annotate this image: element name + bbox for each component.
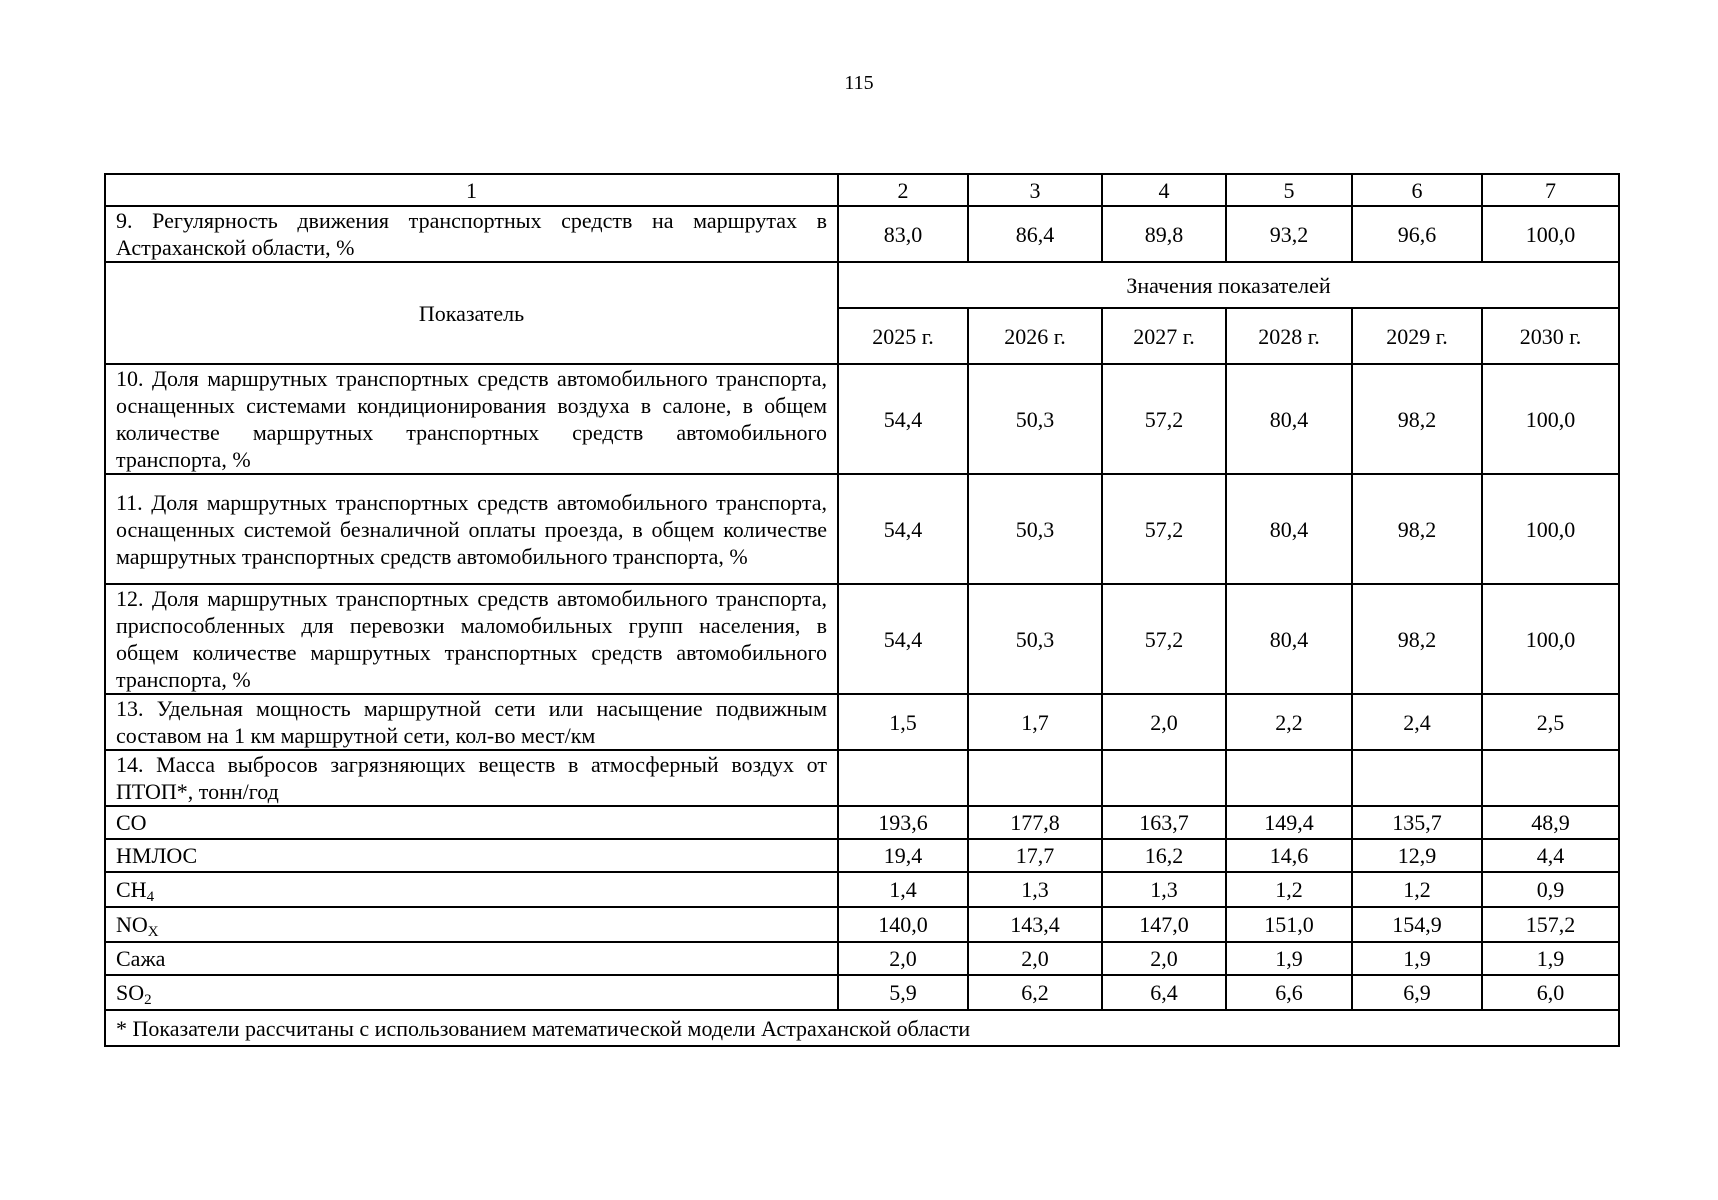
value-cell: 80,4 [1226,364,1352,474]
year-header: 2029 г. [1352,308,1482,364]
value-cell: 1,9 [1352,942,1482,975]
value-cell: 1,4 [838,872,968,907]
pollutant-name: Сажа [105,942,838,975]
empty-cell [1102,750,1226,806]
indicators-table [104,173,1620,1047]
pollutant-row [105,907,1619,942]
value-cell: 6,0 [1482,975,1619,1010]
value-cell: 57,2 [1102,584,1226,694]
table-row [105,206,1619,262]
value-cell: 2,0 [968,942,1102,975]
value-cell: 50,3 [968,364,1102,474]
column-number: 3 [968,174,1102,206]
value-cell: 1,2 [1226,872,1352,907]
value-cell: 57,2 [1102,364,1226,474]
value-cell: 96,6 [1352,206,1482,262]
value-cell: 4,4 [1482,839,1619,872]
value-cell: 157,2 [1482,907,1619,942]
value-cell: 2,0 [1102,694,1226,750]
column-numbers-row [105,174,1619,206]
value-cell: 1,2 [1352,872,1482,907]
value-cell: 54,4 [838,584,968,694]
value-cell: 1,9 [1226,942,1352,975]
column-number: 6 [1352,174,1482,206]
value-cell: 16,2 [1102,839,1226,872]
year-header: 2025 г. [838,308,968,364]
value-cell: 147,0 [1102,907,1226,942]
table-row [105,364,1619,474]
value-cell: 151,0 [1226,907,1352,942]
empty-cell [838,750,968,806]
value-cell: 93,2 [1226,206,1352,262]
column-number: 5 [1226,174,1352,206]
pollutant-name: $NO_X$ [105,907,838,942]
value-cell: 1,3 [1102,872,1226,907]
value-cell: 154,9 [1352,907,1482,942]
value-cell: 80,4 [1226,474,1352,584]
pollutant-row [105,806,1619,839]
empty-cell [968,750,1102,806]
value-cell: 14,6 [1226,839,1352,872]
header-row [105,262,1619,308]
value-cell: 17,7 [968,839,1102,872]
pollutant-name: $CH_4$ [105,872,838,907]
table-row [105,474,1619,584]
value-cell: 140,0 [838,907,968,942]
value-cell: 1,9 [1482,942,1619,975]
indicator-label: 13. Удельная мощность маршрутной сети или насыщение подвижным составом на 1 км маршрутной сети, кол-во мест/км [105,694,838,750]
column-number: 7 [1482,174,1619,206]
value-cell: 149,4 [1226,806,1352,839]
value-cell: 6,9 [1352,975,1482,1010]
value-cell: 86,4 [968,206,1102,262]
indicator-label: 9. Регулярность движения транспортных средств на маршрутах в Астраханской области, % [105,206,838,262]
value-cell: 6,2 [968,975,1102,1010]
pollutant-row [105,872,1619,907]
value-cell: 100,0 [1482,584,1619,694]
value-cell: 193,6 [838,806,968,839]
indicator-label: 12. Доля маршрутных транспортных средств автомобильного транспорта, приспособленных для перевозки маломобильных групп населения, в общем количестве маршрутных транспортных средств автомобильного транспорта, % [105,584,838,694]
value-cell: 98,2 [1352,474,1482,584]
value-cell: 143,4 [968,907,1102,942]
value-cell: 177,8 [968,806,1102,839]
pollutant-row [105,942,1619,975]
value-cell: 2,0 [1102,942,1226,975]
value-cell: 48,9 [1482,806,1619,839]
indicator-label: 10. Доля маршрутных транспортных средств автомобильного транспорта, оснащенных системами кондиционирования воздуха в салоне, в общем количестве маршрутных транспортных средств автомобильного транспорта, % [105,364,838,474]
pollutant-name: CO [105,806,838,839]
year-header: 2030 г. [1482,308,1619,364]
value-cell: 98,2 [1352,364,1482,474]
value-cell: 19,4 [838,839,968,872]
indicator-header: Показатель [105,262,838,364]
year-header: 2026 г. [968,308,1102,364]
value-cell: 98,2 [1352,584,1482,694]
value-cell: 5,9 [838,975,968,1010]
value-cell: 50,3 [968,584,1102,694]
value-cell: 2,2 [1226,694,1352,750]
footnote-row [105,1010,1619,1046]
values-group-header: Значения показателей [838,262,1619,308]
value-cell: 50,3 [968,474,1102,584]
value-cell: 89,8 [1102,206,1226,262]
value-cell: 100,0 [1482,364,1619,474]
pollutant-row [105,975,1619,1010]
pollutant-row [105,839,1619,872]
value-cell: 6,6 [1226,975,1352,1010]
value-cell: 1,7 [968,694,1102,750]
value-cell: 2,0 [838,942,968,975]
column-number: 2 [838,174,968,206]
value-cell: 1,5 [838,694,968,750]
indicator-label: 14. Масса выбросов загрязняющих веществ в атмосферный воздух от ПТОП*, тонн/год [105,750,838,806]
indicator-label: 11. Доля маршрутных транспортных средств автомобильного транспорта, оснащенных системой безналичной оплаты проезда, в общем количестве маршрутных транспортных средств автомобильного транспорта, % [105,474,838,584]
value-cell: 54,4 [838,364,968,474]
year-header: 2028 г. [1226,308,1352,364]
value-cell: 135,7 [1352,806,1482,839]
value-cell: 6,4 [1102,975,1226,1010]
table-row [105,694,1619,750]
pollutant-name: НМЛОС [105,839,838,872]
value-cell: 54,4 [838,474,968,584]
value-cell: 57,2 [1102,474,1226,584]
empty-cell [1352,750,1482,806]
page-number: 115 [844,72,874,94]
value-cell: 2,4 [1352,694,1482,750]
value-cell: 1,3 [968,872,1102,907]
value-cell: 100,0 [1482,206,1619,262]
value-cell: 2,5 [1482,694,1619,750]
empty-cell [1226,750,1352,806]
column-number: 4 [1102,174,1226,206]
value-cell: 163,7 [1102,806,1226,839]
column-number: 1 [105,174,838,206]
empty-cell [1482,750,1619,806]
year-header: 2027 г. [1102,308,1226,364]
value-cell: 100,0 [1482,474,1619,584]
value-cell: 12,9 [1352,839,1482,872]
table-row [105,584,1619,694]
value-cell: 80,4 [1226,584,1352,694]
pollutant-name: $SO_2$ [105,975,838,1010]
footnote: * Показатели рассчитаны с использованием математической модели Астраханской области [105,1010,1619,1046]
value-cell: 0,9 [1482,872,1619,907]
table-row [105,750,1619,806]
value-cell: 83,0 [838,206,968,262]
